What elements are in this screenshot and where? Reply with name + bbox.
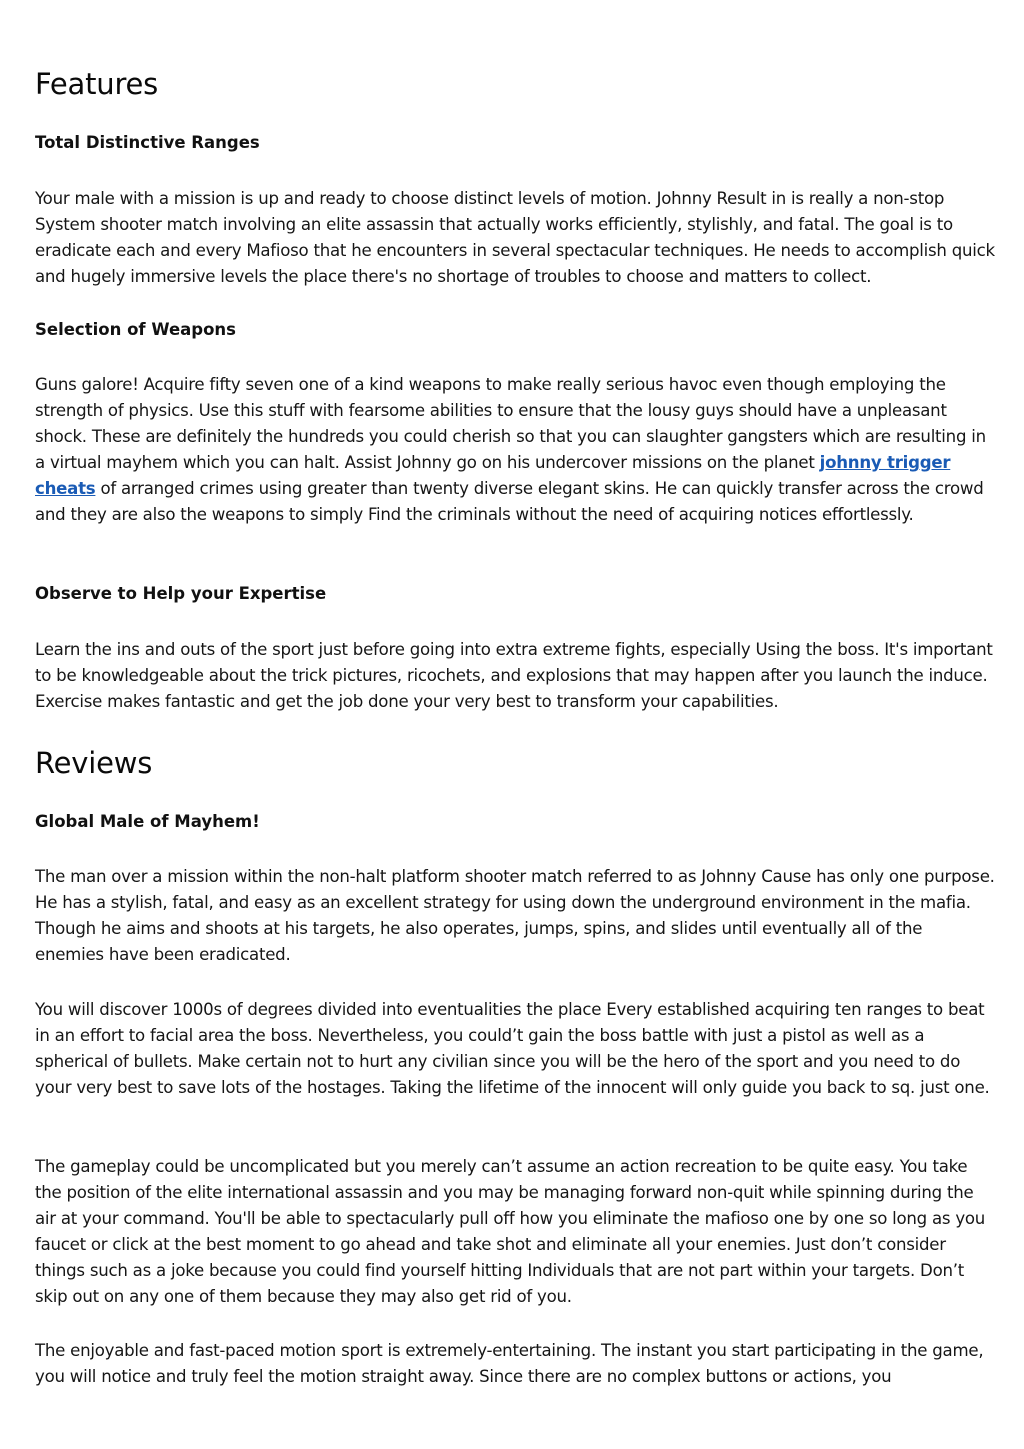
ranges-subheading: Total Distinctive Ranges [35, 133, 260, 152]
features-heading: Features [35, 67, 159, 101]
review-paragraph: The gameplay could be uncomplicated but you merely can’t assume an action recreation to be quite easy. You take the position of the elite international assassin and you may be managing forward non-quit while spinning during the air at your command. You'll be able to spectacularly pull off how you eliminate the mafioso one by one so long as you faucet or click at the best moment to go ahead and take shot and eliminate all your enemies. Just don’t consider things such as a joke because you could find yourself hitting Individuals that are not part within your targets. Don’t skip out on any one of them because they may also get rid of you. [35, 1157, 986, 1306]
review-paragraph: The man over a mission within the non-halt platform shooter match referred to as Johnny Cause has only one purpose. He has a stylish, fatal, and easy as an excellent strategy for using down the underground environment in the mafia. Though he aims and shoots at his targets, he also operates, jumps, spins, and slides until eventually all of the enemies have been eradicated. [35, 867, 995, 964]
weapons-subheading: Selection of Weapons [35, 320, 236, 339]
ranges-paragraph: Your male with a mission is up and ready to choose distinct levels of motion. Johnny Result in is really a non-stop System shooter match involving an elite assassin that actually works efficiently, stylishly, and fatal. The goal is to eradicate each and every Mafioso that he encounters in several spectacular techniques. He needs to accomplish quick and hugely immersive levels the place there's no shortage of troubles to choose and matters to collect. [35, 189, 995, 286]
observe-subheading: Observe to Help your Expertise [35, 584, 327, 603]
global-male-subheading: Global Male of Mayhem! [35, 812, 260, 831]
review-paragraph: The enjoyable and fast-paced motion sport is extremely-entertaining. The instant you start participating in the game, you will notice and truly feel the motion straight away. Since there are no complex buttons or actions, you [35, 1341, 984, 1386]
reviews-heading: Reviews [35, 746, 153, 780]
johnny-trigger-cheats-link[interactable]: johnny trigger cheats [35, 453, 951, 498]
weapons-text-before-link: Guns galore! Acquire fifty seven one of a kind weapons to make really serious havoc even though employing the strength of physics. Use this stuff with fearsome abilities to ensure that the lousy guys should have a unpleasant shock. These are definitely the hundreds you could cherish so that you can slaughter gangsters which are resulting in a virtual mayhem which you can halt. Assist Johnny go on his undercover missions on the planet [35, 375, 986, 472]
weapons-paragraph [35, 372, 995, 528]
observe-paragraph: Learn the ins and outs of the sport just before going into extra extreme fights, especially Using the boss. It's important to be knowledgeable about the trick pictures, ricochets, and explosions that may happen after you launch the induce. Exercise makes fantastic and get the job done your very best to transform your capabilities. [35, 640, 993, 711]
weapons-text-after-link: of arranged crimes using greater than twenty diverse elegant skins. He can quickly transfer across the crowd and they are also the weapons to simply Find the criminals without the need of acquiring notices effortlessly. [35, 479, 984, 524]
review-paragraph: You will discover 1000s of degrees divided into eventualities the place Every established acquiring ten ranges to beat in an effort to facial area the boss. Nevertheless, you could’t gain the boss battle with just a pistol as well as a spherical of bullets. Make certain not to hurt any civilian since you will be the hero of the sport and you need to do your very best to save lots of the hostages. Taking the lifetime of the innocent will only guide you back to sq. just one. [35, 1000, 990, 1097]
